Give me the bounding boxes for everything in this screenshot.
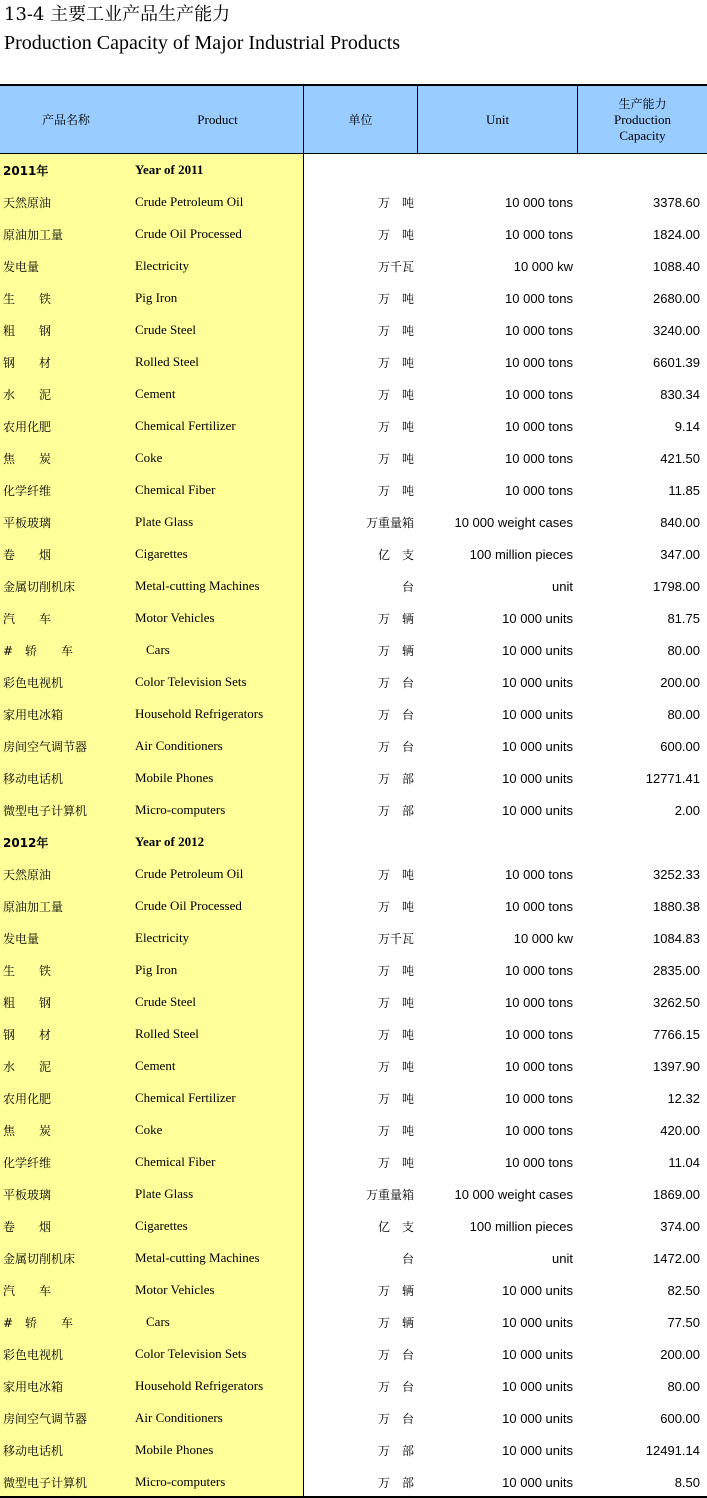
header-capacity-en-2: Capacity [619,127,666,143]
unit-en: 100 million pieces [469,546,573,562]
header-unit-en: Unit [417,86,577,153]
year-row [0,826,707,858]
unit-en [417,826,577,858]
unit-en: 10 000 tons [505,1058,573,1074]
unit-cn: 万 吨 [377,291,414,306]
unit-cn: 万 部 [377,1443,414,1458]
unit-cn: 万 辆 [377,643,414,658]
table-row [0,1274,707,1306]
page-title-en: Production Capacity of Major Industrial Products [4,32,401,54]
capacity-value: 11.04 [668,1154,700,1170]
table-row [0,474,707,506]
unit-cn: 亿 支 [377,1219,414,1234]
capacity-value: 1824.00 [653,226,700,242]
unit-en [417,154,577,186]
table-row [0,1242,707,1274]
unit-cn: 万 吨 [377,995,414,1010]
unit-cn: 亿 支 [377,547,414,562]
header-capacity-cn: 生产能力 [618,96,667,111]
unit-en: 10 000 tons [505,1154,573,1170]
product-name-cn: 钢 材 [3,355,52,370]
product-name-cn: 房间空气调节器 [3,1411,88,1426]
unit-cn: 万 台 [377,1411,414,1426]
unit-cn: 台 [401,579,414,594]
capacity-value: 1869.00 [653,1186,700,1202]
product-name-en: Electricity [135,258,190,273]
product-name-en: Air Conditioners [135,1410,223,1425]
unit-cn: 台 [401,1251,414,1266]
capacity-value: 81.75 [667,610,700,626]
product-name-cn: 金属切削机床 [3,1251,76,1266]
unit-cn: 万 吨 [377,1027,414,1042]
page-title-cn: 13-4 主要工业产品生产能力 [4,4,231,25]
unit-en: 10 000 tons [505,1122,573,1138]
capacity-value: 7766.15 [653,1026,700,1042]
unit-en: 10 000 units [502,1314,573,1330]
unit-cn: 万千瓦 [377,931,414,946]
product-name-cn: 水 泥 [3,387,52,402]
capacity-value: 830.34 [660,386,700,402]
table-row [0,506,707,538]
capacity-value: 200.00 [660,674,700,690]
unit-cn: 万 台 [377,1379,414,1394]
table-row [0,1434,707,1466]
table-row [0,1402,707,1434]
table-row [0,314,707,346]
product-name-en: Coke [135,1122,163,1137]
product-name-cn: 微型电子计算机 [3,1475,88,1490]
table-row [0,602,707,634]
table-row [0,1082,707,1114]
header-product-en: Product [197,111,238,127]
unit-en: 10 000 units [502,1282,573,1298]
product-name-cn: # 轿 车 [3,1315,74,1330]
unit-cn: 万 吨 [377,195,414,210]
product-name-en: Rolled Steel [135,354,199,369]
unit-cn: 万 台 [377,707,414,722]
product-name-cn: 家用电冰箱 [3,707,64,722]
capacity-value [577,826,707,858]
capacity-value: 80.00 [667,642,700,658]
product-name-en: Plate Glass [135,1186,194,1201]
product-name-cn: 农用化肥 [3,419,52,434]
unit-en: 100 million pieces [469,1218,573,1234]
product-name-cn: 房间空气调节器 [3,739,88,754]
capacity-value: 200.00 [660,1346,700,1362]
product-name-en: Chemical Fertilizer [135,418,236,433]
unit-cn: 万 吨 [377,867,414,882]
unit-en: 10 000 tons [505,194,573,210]
table-row [0,1466,707,1498]
unit-en: 10 000 tons [505,866,573,882]
unit-en: 10 000 tons [505,418,573,434]
product-name-en: Metal-cutting Machines [135,578,260,593]
product-name-en: Cement [135,386,176,401]
capacity-value: 2835.00 [653,962,700,978]
product-name-en: Crude Petroleum Oil [135,866,244,881]
unit-cn: 万 辆 [377,1283,414,1298]
product-name-cn: 汽 车 [3,1283,52,1298]
table-row [0,1370,707,1402]
unit-cn: 万 吨 [377,1091,414,1106]
product-name-en: Micro-computers [135,802,226,817]
unit-cn: 万 辆 [377,611,414,626]
unit-cn: 万重量箱 [365,1187,414,1202]
product-name-en: Household Refrigerators [135,706,264,721]
product-name-cn: 发电量 [3,931,40,946]
unit-en: 10 000 tons [505,290,573,306]
unit-en: 10 000 tons [505,1026,573,1042]
product-name-en: Air Conditioners [135,738,223,753]
capacity-value: 840.00 [660,514,700,530]
table-row [0,890,707,922]
product-name-en: Coke [135,450,163,465]
product-name-en: Cement [135,1058,176,1073]
unit-cn: 万 吨 [377,451,414,466]
table-body [0,154,707,1498]
product-name-en: Plate Glass [135,514,194,529]
year-row [0,154,707,186]
unit-cn: 万 台 [377,1347,414,1362]
product-name-cn: 粗 钢 [3,995,52,1010]
unit-en: 10 000 units [502,642,573,658]
table-row [0,346,707,378]
product-name-cn: 发电量 [3,259,40,274]
unit-en: 10 000 tons [505,322,573,338]
unit-cn: 万 吨 [377,483,414,498]
unit-en: 10 000 kw [513,930,573,946]
unit-cn [303,154,417,186]
capacity-value: 12771.41 [645,770,700,786]
unit-en: 10 000 units [502,706,573,722]
unit-cn: 万 部 [377,771,414,786]
unit-cn: 万 吨 [377,899,414,914]
capacity-value: 3252.33 [653,866,700,882]
capacity-value: 421.50 [660,450,700,466]
capacity-value: 3378.60 [653,194,700,210]
product-name-en: Color Television Sets [135,674,247,689]
capacity-value: 77.50 [667,1314,700,1330]
unit-en: 10 000 units [502,610,573,626]
table-row [0,378,707,410]
unit-en: 10 000 units [502,674,573,690]
unit-cn: 万 吨 [377,1123,414,1138]
product-name-cn: 粗 钢 [3,323,52,338]
product-name-cn: 家用电冰箱 [3,1379,64,1394]
table-row [0,794,707,826]
product-name-en: Color Television Sets [135,1346,247,1361]
product-name-cn: 平板玻璃 [3,515,52,530]
capacity-value: 1084.83 [653,930,700,946]
product-name-cn: 原油加工量 [3,899,64,914]
capacity-value: 2.00 [674,802,700,818]
product-name-cn: 生 铁 [3,291,52,306]
capacity-value: 1880.38 [653,898,700,914]
table-row [0,282,707,314]
product-name-en: Metal-cutting Machines [135,1250,260,1265]
unit-cn: 万 吨 [377,1059,414,1074]
capacity-value: 12.32 [667,1090,700,1106]
unit-cn: 万 台 [377,739,414,754]
header-product-cn: 产品名称 [41,113,90,127]
product-name-en: Crude Petroleum Oil [135,194,244,209]
product-name-en: Crude Oil Processed [135,226,242,241]
product-name-cn: 天然原油 [3,195,52,210]
capacity-table [0,84,707,1498]
product-name-en: Pig Iron [135,290,178,305]
table-row [0,218,707,250]
table-row [0,858,707,890]
unit-cn: 万 部 [377,803,414,818]
capacity-value: 3240.00 [653,322,700,338]
unit-en: 10 000 tons [505,1090,573,1106]
unit-en: 10 000 units [502,1442,573,1458]
table-row [0,538,707,570]
product-name-en: Pig Iron [135,962,178,977]
table-row [0,570,707,602]
product-name-cn: 原油加工量 [3,227,64,242]
table-row [0,634,707,666]
unit-en: 10 000 units [502,738,573,754]
unit-cn: 万千瓦 [377,259,414,274]
unit-en: 10 000 kw [513,258,573,274]
product-name-en: Chemical Fiber [135,1154,216,1169]
capacity-value: 1088.40 [653,258,700,274]
product-name-en: Motor Vehicles [135,1282,215,1297]
unit-cn: 万 辆 [377,1315,414,1330]
product-name-cn: 金属切削机床 [3,579,76,594]
unit-en: 10 000 units [502,1346,573,1362]
unit-cn: 万 部 [377,1475,414,1490]
product-name-cn: 化学纤维 [3,483,52,498]
capacity-value: 1472.00 [653,1250,700,1266]
product-name-en: Crude Oil Processed [135,898,242,913]
unit-en: unit [552,578,573,594]
table-row [0,922,707,954]
table-row [0,986,707,1018]
unit-cn: 万 吨 [377,323,414,338]
capacity-value: 2680.00 [653,290,700,306]
product-name-en: Crude Steel [135,994,197,1009]
table-row [0,1178,707,1210]
unit-cn: 万 吨 [377,963,414,978]
unit-en: 10 000 units [502,802,573,818]
header-capacity [577,86,707,153]
product-name-cn: 平板玻璃 [3,1187,52,1202]
product-name-en: Motor Vehicles [135,610,215,625]
unit-cn: 万 吨 [377,419,414,434]
unit-en: 10 000 units [502,1410,573,1426]
product-name-en: Cigarettes [135,546,188,561]
unit-en: 10 000 tons [505,994,573,1010]
product-name-cn: 水 泥 [3,1059,52,1074]
product-name-en: Micro-computers [135,1474,226,1489]
table-row [0,1306,707,1338]
product-name-cn: # 轿 车 [3,643,74,658]
header-unit-cn: 单位 [303,86,417,153]
capacity-value: 9.14 [674,418,700,434]
unit-en: 10 000 weight cases [454,1186,573,1202]
unit-en: 10 000 tons [505,450,573,466]
product-name-en: Cars [146,1314,170,1329]
unit-cn: 万 吨 [377,1155,414,1170]
unit-cn: 万 台 [377,675,414,690]
product-name-cn: 2012年 [3,835,49,850]
product-name-cn: 焦 炭 [3,1123,52,1138]
table-row [0,1114,707,1146]
product-name-cn: 移动电话机 [3,1443,64,1458]
product-name-cn: 2011年 [3,163,49,178]
product-name-en: Crude Steel [135,322,197,337]
unit-en: 10 000 tons [505,962,573,978]
product-name-en: Chemical Fertilizer [135,1090,236,1105]
header-capacity-en-1: Production [613,111,672,127]
capacity-value: 80.00 [667,1378,700,1394]
unit-en: 10 000 weight cases [454,514,573,530]
unit-en: 10 000 units [502,1378,573,1394]
unit-en: 10 000 units [502,1474,573,1490]
unit-cn [303,826,417,858]
unit-en: 10 000 tons [505,898,573,914]
capacity-value: 1397.90 [653,1058,700,1074]
table-row [0,250,707,282]
capacity-value [577,154,707,186]
capacity-value: 600.00 [660,1410,700,1426]
product-name-cn: 农用化肥 [3,1091,52,1106]
product-name-cn: 生 铁 [3,963,52,978]
unit-cn: 万重量箱 [365,515,414,530]
product-name-en: Year of 2011 [135,162,204,177]
product-name-cn: 彩色电视机 [3,1347,64,1362]
product-name-en: Rolled Steel [135,1026,199,1041]
capacity-value: 1798.00 [653,578,700,594]
table-row [0,666,707,698]
product-name-cn: 汽 车 [3,611,52,626]
table-row [0,410,707,442]
table-row [0,1210,707,1242]
capacity-value: 420.00 [660,1122,700,1138]
product-name-en: Electricity [135,930,190,945]
product-name-en: Household Refrigerators [135,1378,264,1393]
capacity-value: 80.00 [667,706,700,722]
capacity-value: 82.50 [667,1282,700,1298]
product-name-en: Chemical Fiber [135,482,216,497]
product-name-cn: 焦 炭 [3,451,52,466]
table-header [0,84,707,154]
capacity-value: 6601.39 [653,354,700,370]
product-name-cn: 彩色电视机 [3,675,64,690]
product-name-cn: 卷 烟 [3,1219,52,1234]
table-row [0,1146,707,1178]
product-name-en: Cars [146,642,170,657]
unit-en: 10 000 tons [505,482,573,498]
table-row [0,730,707,762]
product-name-en: Mobile Phones [135,1442,214,1457]
table-row [0,1050,707,1082]
unit-en: 10 000 tons [505,226,573,242]
unit-en: 10 000 tons [505,354,573,370]
product-name-cn: 卷 烟 [3,547,52,562]
table-row [0,698,707,730]
table-row [0,1338,707,1370]
capacity-value: 600.00 [660,738,700,754]
unit-cn: 万 吨 [377,227,414,242]
product-name-en: Year of 2012 [135,834,205,849]
table-row [0,1018,707,1050]
capacity-value: 3262.50 [653,994,700,1010]
table-row [0,442,707,474]
capacity-value: 374.00 [660,1218,700,1234]
product-name-cn: 移动电话机 [3,771,64,786]
unit-en: unit [552,1250,573,1266]
product-name-cn: 化学纤维 [3,1155,52,1170]
product-name-cn: 微型电子计算机 [3,803,88,818]
product-name-cn: 天然原油 [3,867,52,882]
unit-en: 10 000 tons [505,386,573,402]
table-row [0,954,707,986]
capacity-value: 12491.14 [645,1442,700,1458]
unit-cn: 万 吨 [377,355,414,370]
product-name-en: Cigarettes [135,1218,188,1233]
capacity-value: 347.00 [660,546,700,562]
table-row [0,186,707,218]
product-name-en: Mobile Phones [135,770,214,785]
table-row [0,762,707,794]
product-name-cn: 钢 材 [3,1027,52,1042]
unit-cn: 万 吨 [377,387,414,402]
unit-en: 10 000 units [502,770,573,786]
capacity-value: 11.85 [668,482,700,498]
capacity-value: 8.50 [674,1474,700,1490]
